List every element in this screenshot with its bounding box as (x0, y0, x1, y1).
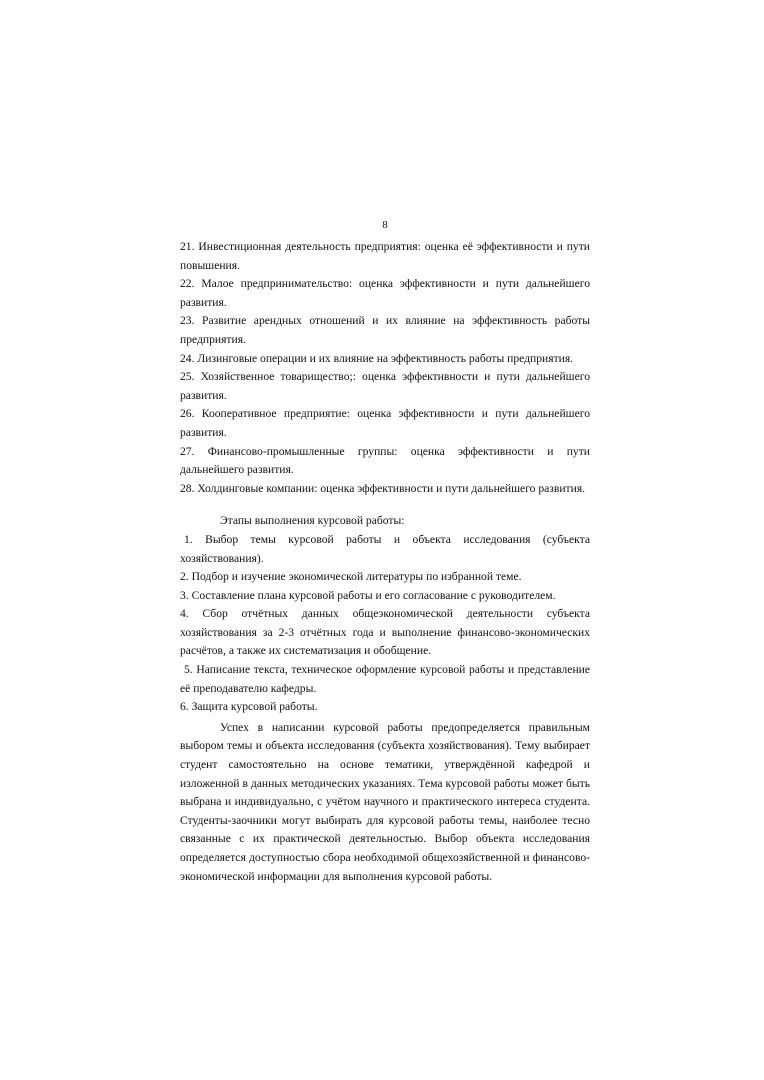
stage-item: 1. Выбор темы курсовой работы и объекта исследования (субъекта хозяйствования). (180, 532, 590, 565)
stage-item: 4. Сбор отчётных данных общеэкономической деятельности субъекта хозяйствования за 2-3 отчётных года и выполнение финансово-экономических расчётов, а также их систематизация и обобщение. (180, 607, 590, 658)
topic-item: 23. Развитие арендных отношений и их влияние на эффективность работы предприятия. (180, 314, 590, 346)
topic-item: 26. Кооперативное предприятие: оценка эффективности и пути дальнейшего развития. (180, 407, 590, 439)
topic-item: 28. Холдинговые компании: оценка эффективности и пути дальнейшего развития. (180, 481, 586, 495)
page-content (180, 218, 590, 886)
topic-item: 24. Лизинговые операции и их влияние на эффективность работы предприятия. (180, 351, 574, 365)
stage-item: 2. Подбор и изучение экономической литературы по избранной теме. (180, 570, 522, 584)
stages-heading: Этапы выполнения курсовой работы: (220, 514, 405, 528)
topic-item: 21. Инвестиционная деятельность предприятия: оценка её эффективности и пути повышения. (180, 240, 590, 272)
closing-paragraph: Успех в написании курсовой работы предопределяется правильным выбором темы и объекта исследования (субъекта хозяйствования). Тему выбирает студент самостоятельно на основе тематики, утверждённой кафедрой и изложенной в данных методических указаниях. Тема курсовой работы может быть выбрана и индивидуально, с учётом научного и практического интереса студента. Студенты-заочники могут выбирать для курсовой работы темы, наиболее тесно связанные с их практической деятельностью. Выбор объекта исследования определяется доступностью сбора необходимой общехозяйственной и финансово-экономической информации для выполнения курсовой работы. (180, 720, 590, 883)
topic-item: 27. Финансово-промышленные группы: оценка эффективности и пути дальнейшего развития. (180, 444, 590, 477)
topic-item: 22. Малое предпринимательство: оценка эффективности и пути дальнейшего развития. (180, 277, 590, 309)
page-number: 8 (382, 219, 388, 231)
topic-item: 25. Хозяйственное товарищество;: оценка эффективности и пути дальнейшего развития. (180, 370, 590, 402)
stage-item: 5. Написание текста, техническое оформление курсовой работы и представление её преподавателю кафедры. (180, 663, 590, 695)
stage-item: 3. Составление плана курсовой работы и его согласование с руководителем. (180, 588, 556, 602)
stage-item: 6. Защита курсовой работы. (180, 700, 318, 714)
